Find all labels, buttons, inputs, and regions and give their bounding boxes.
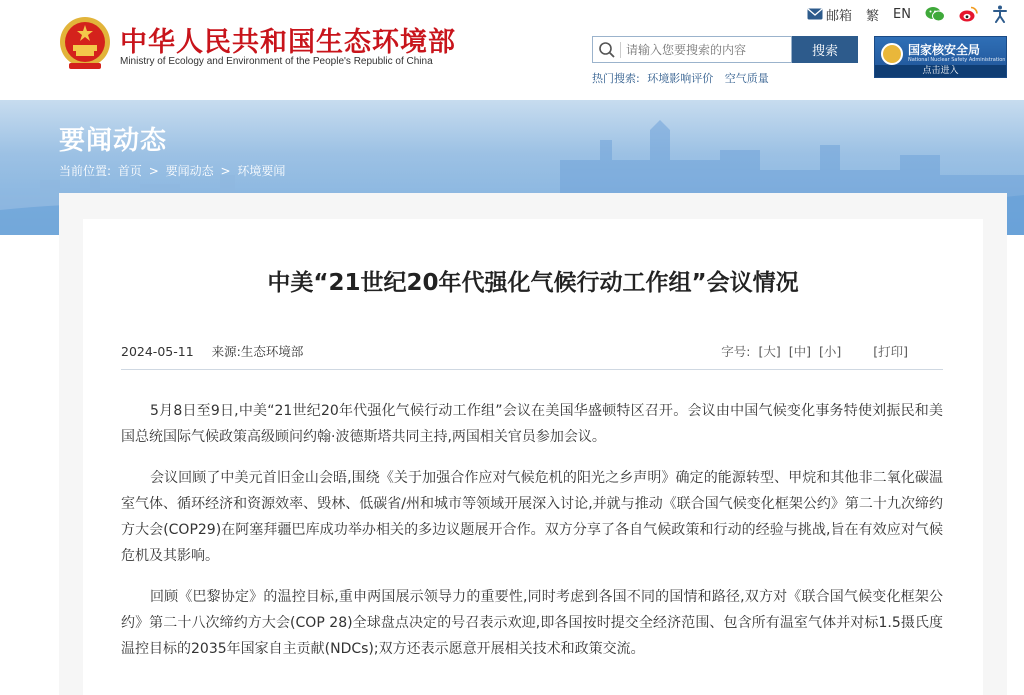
nnsa-emblem-icon [881,43,903,65]
hot-search-air-quality[interactable]: 空气质量 [724,72,769,85]
breadcrumb-separator: > [220,164,231,178]
font-small-button[interactable]: [小] [818,344,842,359]
top-links [793,4,1008,24]
english-link[interactable]: EN [893,6,911,22]
nnsa-title: 国家核安全局 [908,43,981,57]
mail-link[interactable] [807,5,852,24]
accessibility-link[interactable] [992,5,1008,23]
font-medium-button[interactable]: [中] [788,344,811,359]
article-date: 2024-05-11 [121,344,194,359]
wechat-link[interactable] [925,6,945,22]
nnsa-banner-link[interactable] [874,36,1007,78]
hot-searches [592,70,777,86]
search-icon [598,41,616,59]
nnsa-enter-label: 点击进入 [875,65,1006,77]
article-body [121,398,943,677]
weibo-icon [959,6,978,22]
font-size-label: 字号: [721,344,751,359]
search-input[interactable] [626,40,786,60]
article-paragraph: 会议回顾了中美元首旧金山会晤,围绕《关于加强合作应对气候危机的阳光之乡声明》确定的能源转型、甲烷和其他非二氧化碳温室气体、循环经济和资源效率、毁林、低碳省/州和城市等领域开展深入讨论,并就与推动《联合国气候变化框架公约》第二十九次缔约方大会(COP29)在阿塞拜疆巴库成功举办相关的多边议题展开合作。双方分享了各自气候政策和行动的经验与挑战,旨在有效应对气候危机及其影响。 [121,470,943,564]
breadcrumb-home[interactable]: 首页 [117,164,142,178]
nnsa-subtitle: National Nuclear Safety Administration [908,57,1006,63]
breadcrumb-section[interactable]: 要闻动态 [165,164,214,178]
article-title: 中美“21世纪20年代强化气候行动工作组”会议情况 [267,270,799,296]
article-paragraph: 回顾《巴黎协定》的温控目标,重申两国展示领导力的重要性,同时考虑到各国不同的国情和路径,双方对《联合国气候变化框架公约》第二十八次缔约方大会(COP 28)全球盘点决定的号召表示欢迎,即各国按时提交全经济范围、包含所有温室气体并对标1.5摄氏度温控目标的2035年国家自主贡献(NDCs);双方还表示愿意开展相关技术和政策交流。 [121,589,943,657]
search-button[interactable]: 搜索 [792,36,858,63]
weibo-link[interactable] [959,6,978,22]
breadcrumb [59,162,288,179]
site-logo-subtitle: Ministry of Ecology and Environment of the People's Republic of China [120,56,433,67]
breadcrumb-sub[interactable]: 环境要闻 [237,164,286,178]
article-tools [717,342,908,360]
font-large-button[interactable]: [大] [758,344,781,359]
meta-divider [121,369,943,370]
article-source: 来源:生态环境部 [211,344,304,359]
wechat-icon [925,6,945,22]
accessibility-icon [992,5,1008,23]
site-header [0,0,1024,100]
breadcrumb-separator: > [148,164,159,178]
article-meta [121,342,317,360]
print-button[interactable]: [打印] [873,344,908,359]
hot-search-label: 热门搜索: [592,72,640,85]
search-box [592,36,792,63]
article-paragraph: 5月8日至9日,中美“21世纪20年代强化气候行动工作组”会议在美国华盛顿特区召开。会议由中国气候变化事务特使刘振民和美国总统国际气候政策高级顾问约翰·波德斯塔共同主持,两国相关官员参加会议。 [121,403,943,445]
mail-label: 邮箱 [826,8,853,24]
hot-search-eia[interactable]: 环境影响评价 [647,72,714,85]
mail-icon [807,8,823,20]
page-title: 要闻动态 [59,126,168,156]
breadcrumb-prefix: 当前位置: [59,164,112,178]
traditional-chinese-link[interactable]: 繁 [866,8,880,24]
national-emblem-icon[interactable] [59,15,111,71]
site-logo-title[interactable]: 中华人民共和国生态环境部 [120,27,456,58]
